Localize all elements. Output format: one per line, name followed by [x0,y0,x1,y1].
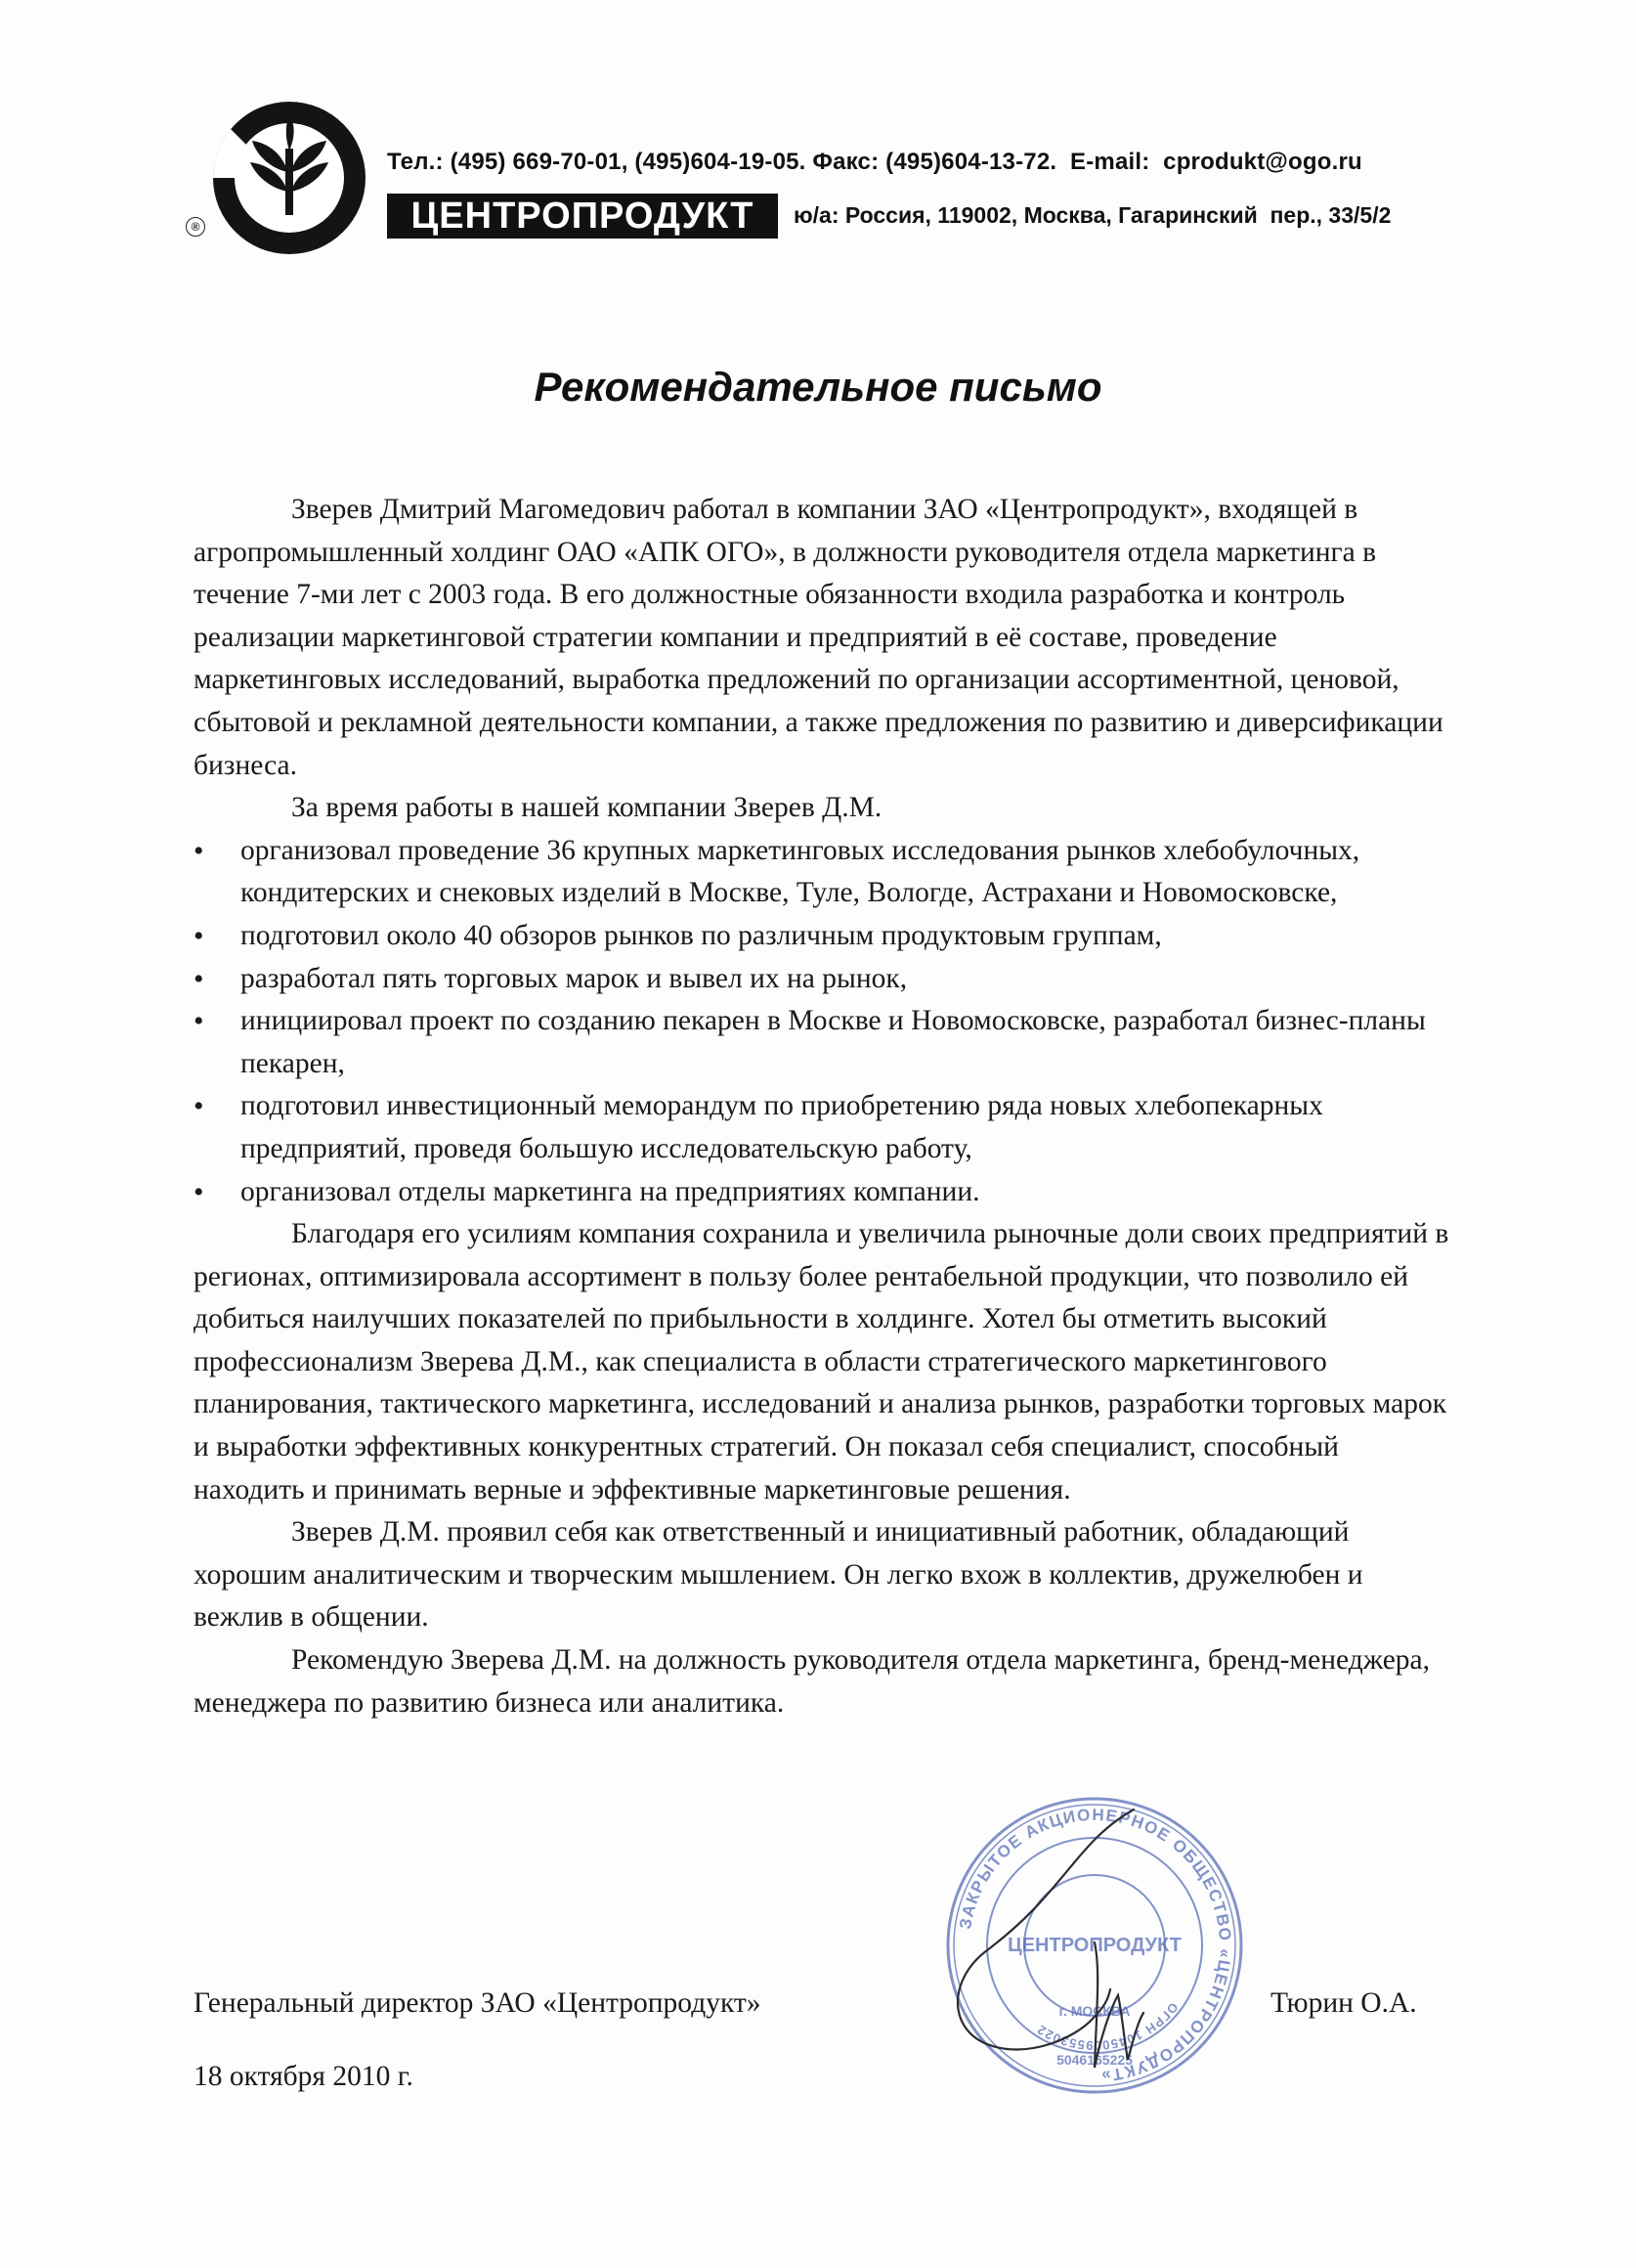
list-item: • подготовил около 40 обзоров рынков по различным продуктовым группам, [194,915,1454,958]
list-item: • инициировал проект по созданию пекарен в Москве и Новомосковске, разработал бизнес-планы пекарен, [194,1000,1454,1085]
signatory-position: Генеральный директор ЗАО «Центропродукт» [194,1987,761,2019]
letter-date: 18 октября 2010 г. [194,2061,413,2092]
list-item: • подготовил инвестиционный меморандум по приобретению ряда новых хлебопекарных предприятий, проведя большую исследовательскую работу, [194,1085,1454,1170]
paragraph-intro: Зверев Дмитрий Магомедович работал в компании ЗАО «Центропродукт», входящей в агропромышленный холдинг ОАО «АПК ОГО», в должности руководителя отдела маркетинга в течение 7-ми лет с 2003 года. В его должностные обязанности входила разработка и контроль реализации маркетинговой стратегии компании и предприятий в её составе, проведение маркетинговых исследований, выработка предложений по организации ассортиментной, ценовой, сбытовой и рекламной деятельности компании, а также предложения по развитию и диверсификации бизнеса. [194,494,1443,781]
stamp-outer-text: ЗАКРЫТОЕ АКЦИОНЕРНОЕ ОБЩЕСТВО «ЦЕНТРОПРОДУКТ» [956,1805,1235,2085]
document-title: Рекомендательное письмо [534,364,1102,410]
paragraph-recommendation: Рекомендую Зверева Д.М. на должность руководителя отдела маркетинга, бренд-менеджера, менеджера по развитию бизнеса или аналитика. [194,1644,1431,1719]
stamp-inn-text: 5046165225 [1056,2052,1133,2068]
letterhead-contacts: Тел.: (495) 669-70-01, (495)604-19-05. Факс: (495)604-13-72. E-mail: cprodukt@ogo.ru [387,149,1362,175]
stamp-ogrn-text: ОГРН 1045009553022 [1034,1999,1182,2054]
list-item: • организовал отделы маркетинга на предприятиях компании. [194,1171,1454,1214]
paragraph-achievements-lead: За время работы в нашей компании Зверев Д.М. [291,792,883,824]
stamp-city-text: г. МОСКВА [1058,2003,1131,2019]
list-item: • организовал проведение 36 крупных маркетинговых исследования рынков хлебобулочных, кондитерских и снековых изделий в Москве, Туле, Вологде, Астрахани и Новомосковске, [194,830,1454,915]
letterhead-address: ю/а: Россия, 119002, Москва, Гагаринский пер., 33/5/2 [794,202,1392,228]
achievements-list [194,830,1454,1213]
handwritten-signature [928,1804,1202,2097]
letter-body [194,489,1454,1724]
stamp-center-text: ЦЕНТРОПРОДУКТ [1008,1935,1182,1956]
signatory-name: Тюрин О.А. [1270,1987,1417,2019]
paragraph-results: Благодаря его усилиям компания сохранила и увеличила рыночные доли своих предприятий в регионах, оптимизировала ассортимент в пользу более рентабельной продукции, что позволило ей добиться наилучших показателей по прибыльности в холдинге. Хотел бы отметить высокий профессионализм Зверева Д.М., как специалиста в области стратегического маркетингового планирования, тактического маркетинга, исследований и анализа рынков, разработки торговых марок и выработки эффективных конкурентных стратегий. Он показал себя специалист, способный находить и принимать верные и эффективные маркетинговые решения. [194,1218,1449,1505]
centroprodukt-logo-icon [192,90,387,258]
paragraph-qualities: Зверев Д.М. проявил себя как ответственный и инициативный работник, обладающий хорошим аналитическим и творческим мышлением. Он легко вхож в коллектив, дружелюбен и вежлив в общении. [194,1516,1363,1634]
list-item: • разработал пять торговых марок и вывел их на рынок, [194,958,1454,1001]
letterhead-brand-name: ЦЕНТРОПРОДУКТ [387,194,778,239]
registered-mark: ® [186,217,205,237]
